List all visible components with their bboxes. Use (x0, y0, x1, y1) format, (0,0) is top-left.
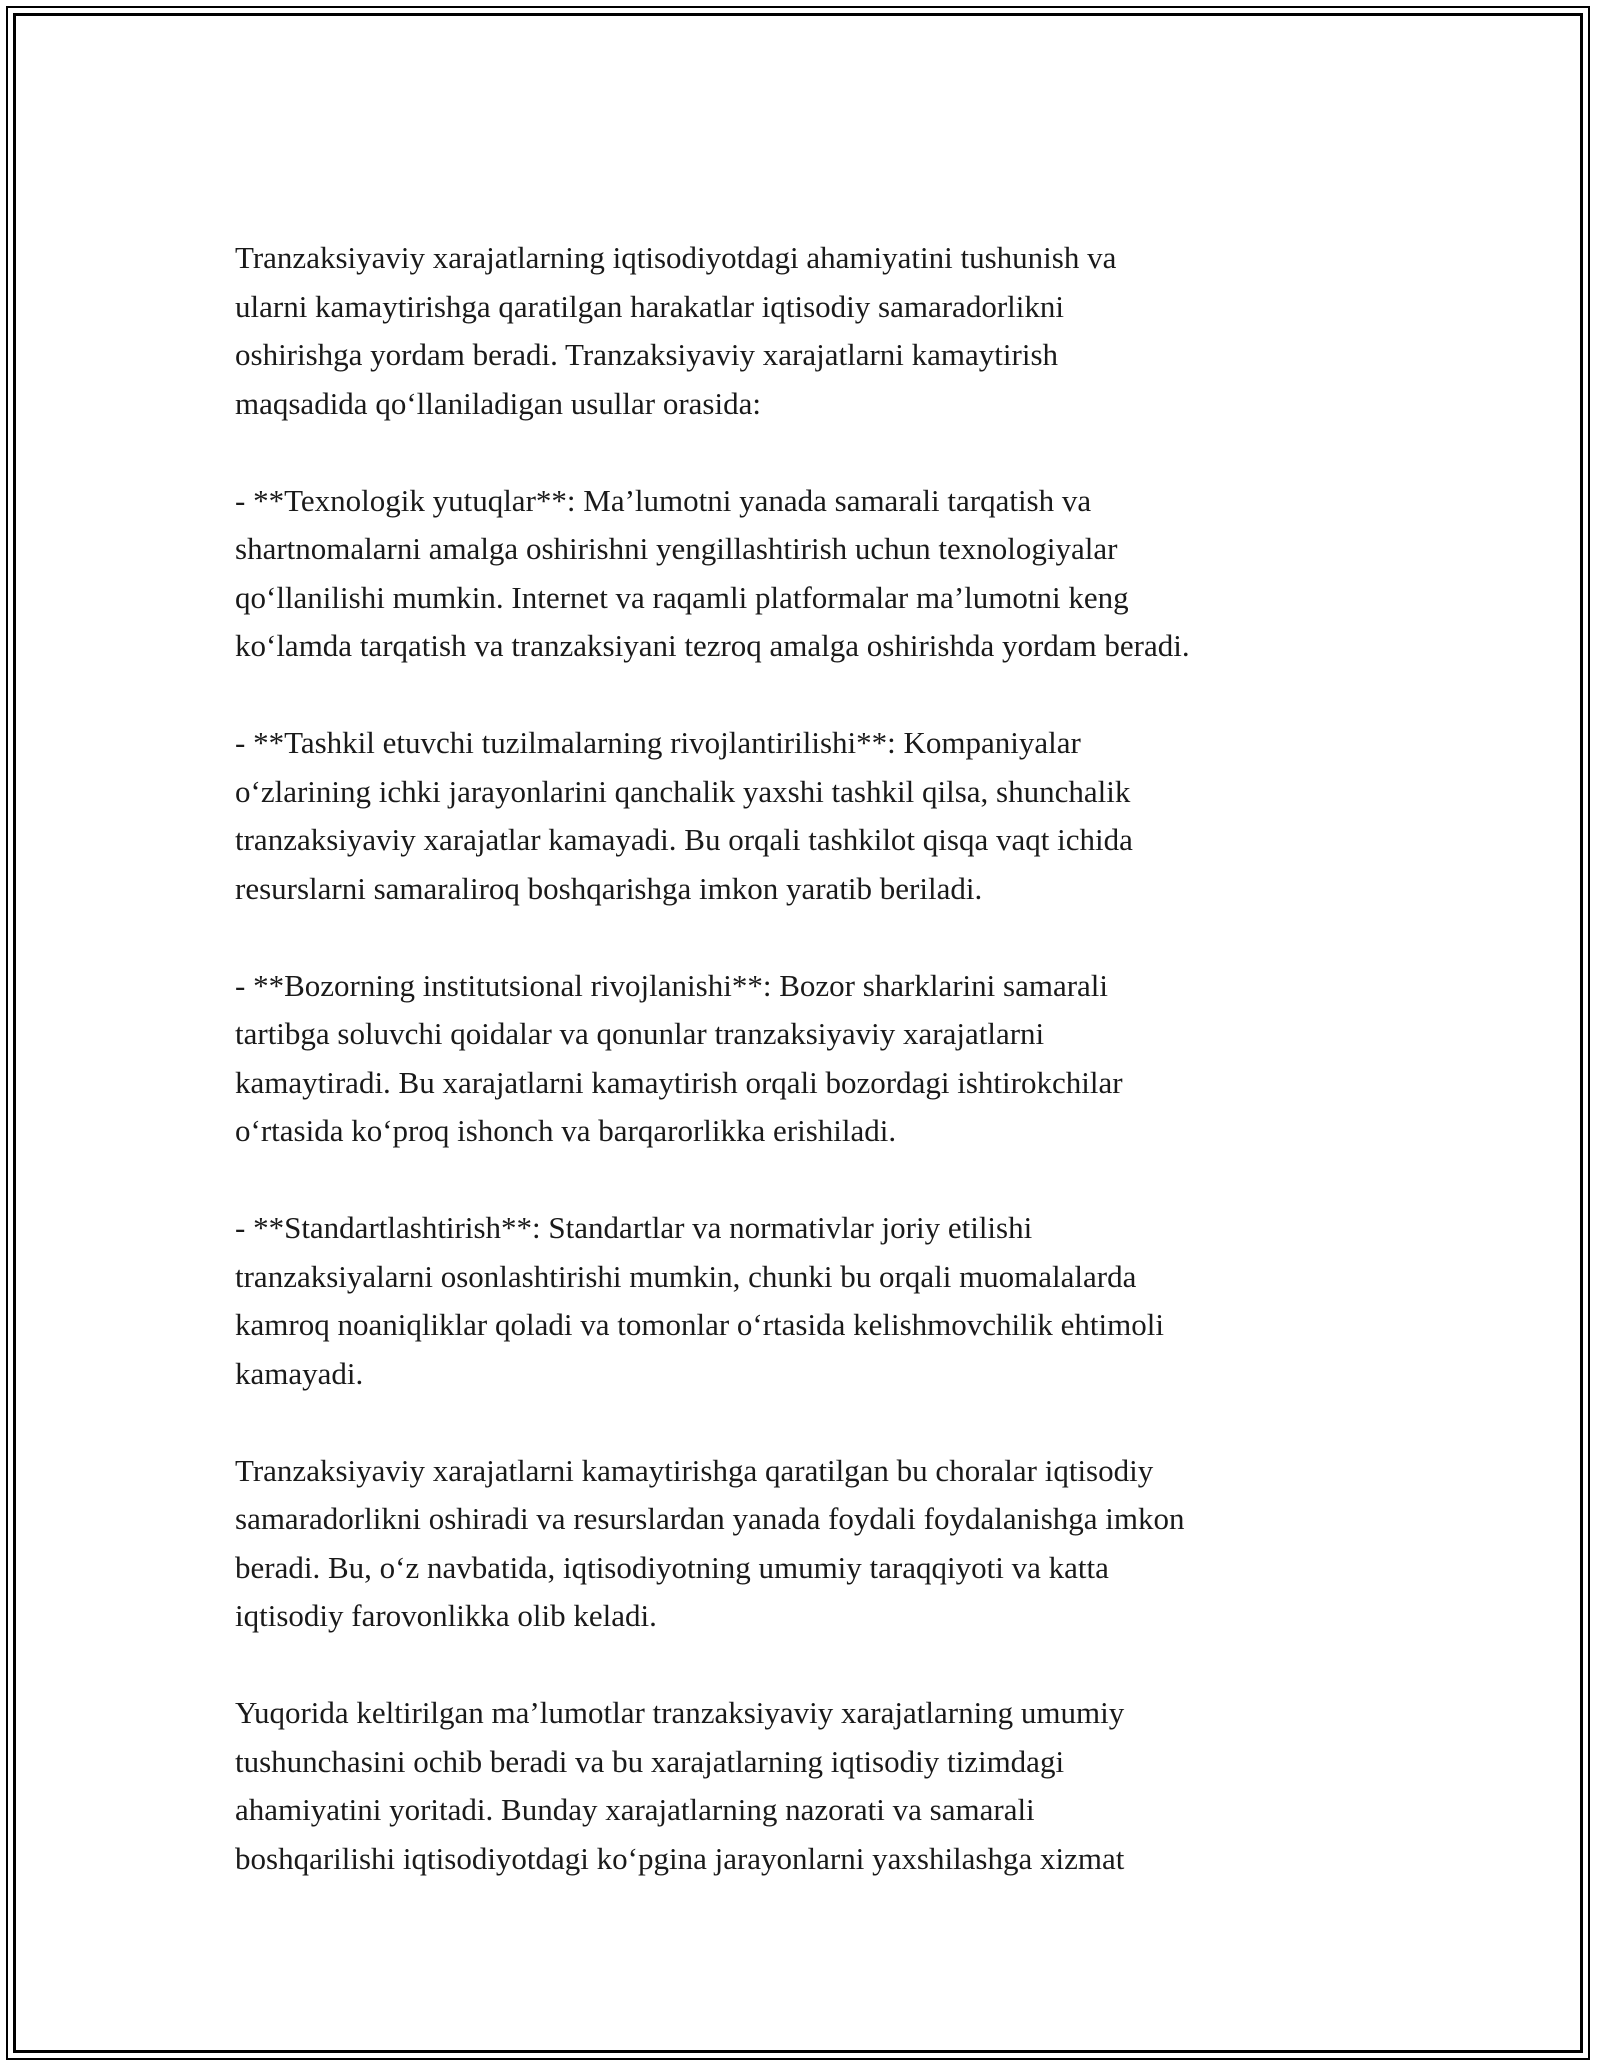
paragraph-measures-summary (235, 1447, 1385, 1641)
text-line: - **Bozorning institutsional rivojlanishi**: Bozor sharklarini samarali (235, 967, 1109, 1003)
text-line: beradi. Bu, o‘z navbatida, iqtisodiyotning umumiy taraqqiyoti va katta (235, 1549, 1109, 1585)
paragraph-conclusion (235, 1689, 1385, 1883)
text-line: shartnomalarni amalga oshirishni yengillashtirish uchun texnologiyalar (235, 531, 1118, 566)
text-line: Tranzaksiyaviy xarajatlarning iqtisodiyotdagi ahamiyatini tushunish va (235, 240, 1117, 275)
text-line: kamaytiradi. Bu xarajatlarni kamaytirish orqali bozordagi ishtirokchilar (235, 1064, 1123, 1100)
text-line: tushunchasini ochib beradi va bu xarajatlarning iqtisodiy tizimdagi (235, 1743, 1065, 1779)
text-line: kamayadi. (235, 1355, 364, 1391)
text-line: - **Texnologik yutuqlar**: Ma’lumotni yanada samarali tarqatish va (235, 482, 1092, 518)
paragraph-organizational-structures (235, 719, 1385, 913)
paragraph-intro (235, 234, 1385, 428)
text-line: o‘rtasida ko‘proq ishonch va barqarorlikka erishiladi. (235, 1113, 897, 1148)
text-line: ko‘lamda tarqatish va tranzaksiyani tezroq amalga oshirishda yordam beradi. (235, 628, 1190, 663)
text-line: resurslarni samaraliroq boshqarishga imkon yaratib beriladi. (235, 870, 983, 906)
text-line: ahamiyatini yoritadi. Bunday xarajatlarning nazorati va samarali (235, 1792, 1035, 1827)
text-line: qo‘llanilishi mumkin. Internet va raqamli platformalar ma’lumotni keng (235, 579, 1129, 615)
document-body (235, 234, 1385, 1883)
text-line: tranzaksiyaviy xarajatlar kamayadi. Bu orqali tashkilot qisqa vaqt ichida (235, 822, 1133, 857)
text-line: o‘zlarining ichki jarayonlarini qanchalik yaxshi tashkil qilsa, shunchalik (235, 773, 1131, 809)
text-line: Yuqorida keltirilgan ma’lumotlar tranzaksiyaviy xarajatlarning umumiy (235, 1695, 1125, 1730)
paragraph-technology (235, 477, 1385, 671)
text-line: iqtisodiy farovonlikka olib keladi. (235, 1598, 657, 1633)
paragraph-institutional-development (235, 962, 1385, 1156)
text-line: - **Standartlashtirish**: Standartlar va normativlar joriy etilishi (235, 1210, 1033, 1245)
text-line: - **Tashkil etuvchi tuzilmalarning rivojlantirilishi**: Kompaniyalar (235, 725, 1081, 760)
text-line: ularni kamaytirishga qaratilgan harakatlar iqtisodiy samaradorlikni (235, 288, 1064, 324)
text-line: samaradorlikni oshiradi va resurslardan yanada foydali foydalanishga imkon (235, 1501, 1185, 1536)
paragraph-standardization (235, 1204, 1385, 1398)
text-line: Tranzaksiyaviy xarajatlarni kamaytirishga qaratilgan bu choralar iqtisodiy (235, 1452, 1154, 1488)
text-line: kamroq noaniqliklar qoladi va tomonlar o‘rtasida kelishmovchilik ehtimoli (235, 1307, 1164, 1342)
text-line: tartibga soluvchi qoidalar va qonunlar tranzaksiyaviy xarajatlarni (235, 1016, 1045, 1051)
text-line: oshirishga yordam beradi. Tranzaksiyaviy xarajatlarni kamaytirish (235, 337, 1059, 372)
text-line: maqsadida qo‘llaniladigan usullar orasida: (235, 385, 761, 421)
text-line: tranzaksiyalarni osonlashtirishi mumkin, chunki bu orqali muomalalarda (235, 1258, 1137, 1294)
text-line: boshqarilishi iqtisodiyotdagi ko‘pgina jarayonlarni yaxshilashga xizmat (235, 1840, 1125, 1876)
